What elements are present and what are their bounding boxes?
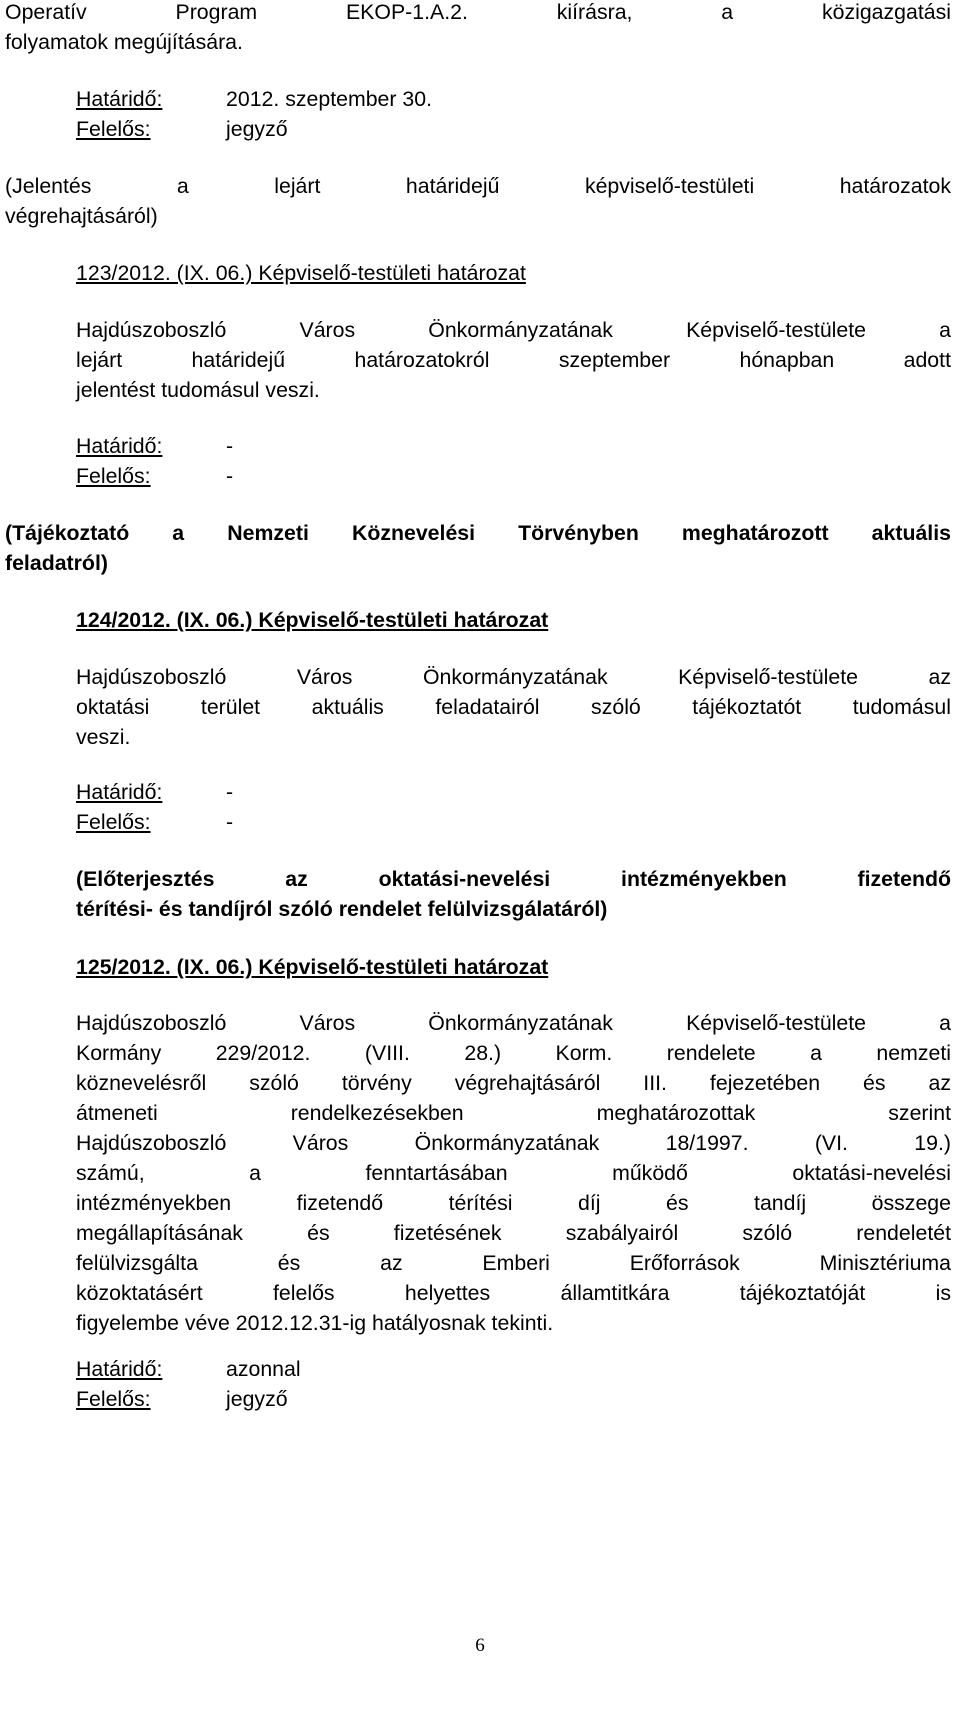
responsible-label: Felelős: bbox=[76, 464, 151, 488]
deadline-value: 2012. szeptember 30. bbox=[226, 87, 433, 111]
section3-body-line-9: felülvizsgálta és az Emberi Erőforrások Minisztériuma bbox=[76, 1251, 951, 1275]
intro-text bbox=[5, 0, 951, 57]
deadline-value: - bbox=[226, 780, 234, 804]
section2-heading bbox=[5, 518, 951, 578]
deadline-label: Határidő: bbox=[76, 87, 163, 111]
section2-body bbox=[76, 662, 951, 752]
section3-body-line-2: Kormány 229/2012. (VIII. 28.) Korm. rendelete a nemzeti bbox=[76, 1041, 951, 1065]
section3-body-line-10: közoktatásért felelős helyettes államtitkára tájékoztatóját is bbox=[76, 1281, 951, 1305]
section2-body-line-3: veszi. bbox=[76, 725, 131, 749]
section1-responsible bbox=[76, 461, 951, 491]
section3-heading-line-2: térítési- és tandíjról szóló rendelet felülvizsgálatáról) bbox=[76, 897, 608, 921]
section1-resolution-title: 123/2012. (IX. 06.) Képviselő-testületi határozat bbox=[76, 261, 526, 285]
section2-deadline bbox=[76, 777, 951, 807]
page-number: 6 bbox=[475, 1635, 485, 1656]
section2-body-line-1: Hajdúszoboszló Város Önkormányzatának Képviselő-testülete az bbox=[76, 665, 951, 689]
deadline-label: Határidő: bbox=[76, 780, 163, 804]
deadline-label: Határidő: bbox=[76, 434, 163, 458]
section2-responsible bbox=[76, 807, 951, 837]
intro-line-1: Operatív Program EKOP-1.A.2. kiírásra, a közigazgatási bbox=[5, 0, 951, 24]
section3-responsible bbox=[76, 1384, 951, 1414]
responsible-value: - bbox=[226, 464, 234, 488]
section1-deadline bbox=[76, 431, 951, 461]
section3-body-line-8: megállapításának és fizetésének szabályairól szóló rendeletét bbox=[76, 1221, 951, 1245]
responsible-label: Felelős: bbox=[76, 117, 151, 141]
section1-body-line-1: Hajdúszoboszló Város Önkormányzatának Képviselő-testülete a bbox=[76, 318, 951, 342]
section1-heading-line-2: végrehajtásáról) bbox=[5, 204, 158, 228]
section1-heading-line-1: (Jelentés a lejárt határidejű képviselő-testületi határozatok bbox=[5, 174, 951, 198]
section1-body bbox=[76, 315, 951, 405]
section2-resolution-title: 124/2012. (IX. 06.) Képviselő-testületi határozat bbox=[76, 608, 549, 632]
section3-body-line-1: Hajdúszoboszló Város Önkormányzatának Képviselő-testülete a bbox=[76, 1011, 951, 1035]
section3-heading bbox=[76, 864, 951, 924]
intro-deadline bbox=[76, 84, 951, 114]
section3-resolution-title: 125/2012. (IX. 06.) Képviselő-testületi határozat bbox=[76, 955, 549, 979]
deadline-value: - bbox=[226, 434, 234, 458]
section3-body-line-6: számú, a fenntartásában működő oktatási-nevelési bbox=[76, 1161, 951, 1185]
intro-responsible bbox=[76, 114, 951, 144]
responsible-value: jegyző bbox=[226, 1387, 288, 1411]
section3-heading-line-1: (Előterjesztés az oktatási-nevelési intézményekben fizetendő bbox=[76, 867, 951, 891]
responsible-label: Felelős: bbox=[76, 810, 151, 834]
section3-body-line-4: átmeneti rendelkezésekben meghatározottak szerint bbox=[76, 1101, 951, 1125]
section1-body-line-3: jelentést tudomásul veszi. bbox=[76, 378, 320, 402]
section3-body bbox=[76, 1008, 951, 1338]
section3-body-line-5: Hajdúszoboszló Város Önkormányzatának 18/1997. (VI. 19.) bbox=[76, 1131, 951, 1155]
responsible-value: jegyző bbox=[226, 117, 288, 141]
section1-heading bbox=[5, 171, 951, 231]
section3-body-line-3: köznevelésről szóló törvény végrehajtásáról III. fejezetében és az bbox=[76, 1071, 951, 1095]
section2-heading-line-2: feladatról) bbox=[5, 551, 108, 575]
deadline-value: azonnal bbox=[226, 1357, 301, 1381]
deadline-label: Határidő: bbox=[76, 1357, 163, 1381]
section1-body-line-2: lejárt határidejű határozatokról szeptember hónapban adott bbox=[76, 348, 951, 372]
intro-line-2: folyamatok megújítására. bbox=[5, 30, 243, 54]
responsible-label: Felelős: bbox=[76, 1387, 151, 1411]
responsible-value: - bbox=[226, 810, 234, 834]
section2-heading-line-1: (Tájékoztató a Nemzeti Köznevelési Törvényben meghatározott aktuális bbox=[5, 521, 951, 545]
section3-deadline bbox=[76, 1354, 951, 1384]
section3-body-line-7: intézményekben fizetendő térítési díj és tandíj összege bbox=[76, 1191, 951, 1215]
section2-body-line-2: oktatási terület aktuális feladatairól szóló tájékoztatót tudomásul bbox=[76, 695, 951, 719]
section3-body-line-11: figyelembe véve 2012.12.31-ig hatályosnak tekinti. bbox=[76, 1311, 554, 1335]
